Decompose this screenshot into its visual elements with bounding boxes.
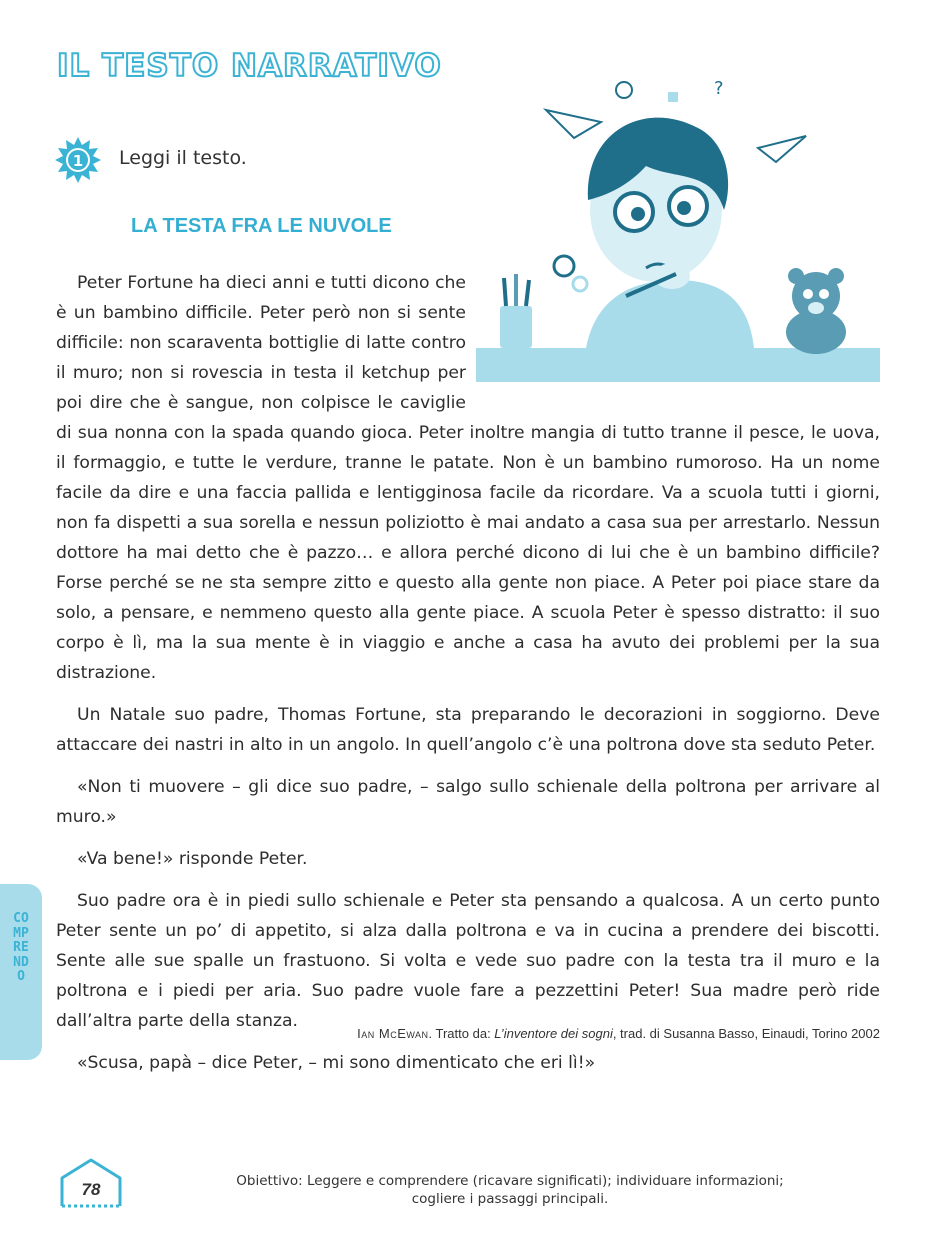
page-title: IL TESTO NARRATIVO xyxy=(57,48,442,84)
story-paragraph: Suo padre ora è in piedi sullo schienale e Peter sta pensando a qualcosa. A un certo punto Peter sente un po’ di appetito, si alza dalla poltrona e va in cucina a prendere dei biscotti. Sente alle sue spalle un frastuono. Si volta e vede suo padre con la testa tra il muro e la poltrona e i piedi per aria. Suo padre vuole fare a pezzettini Peter! Sua madre però ride dall’altra parte della stanza. xyxy=(56,891,880,1031)
learning-objective xyxy=(180,1172,840,1208)
story-title: LA TESTA FRA LE NUVOLE xyxy=(131,215,392,237)
story-text xyxy=(56,268,880,1090)
source-author: Ian McEwan xyxy=(357,1026,429,1041)
source-details: , trad. di Susanna Basso, Einaudi, Torino 2002 xyxy=(612,1026,880,1041)
paper-plane-icon-2 xyxy=(758,136,806,162)
exercise-instruction: Leggi il testo. xyxy=(119,147,247,169)
light-bulb-icon xyxy=(616,82,632,98)
question-mark-icon: ? xyxy=(714,78,724,99)
objective-line-1: Obiettivo: Leggere e comprendere (ricavare significati); individuare informazioni; xyxy=(236,1173,784,1189)
section-side-tab-label: COMPRENDO xyxy=(13,911,29,984)
source-prefix: . Tratto da: xyxy=(428,1026,495,1041)
story-paragraph: Un Natale suo padre, Thomas Fortune, sta preparando le decorazioni in soggiorno. Deve attaccare dei nastri in alto in un angolo. In quell’angolo c’è una poltrona dove sta seduto Peter. xyxy=(56,705,880,755)
story-paragraph: Peter Fortune ha dieci anni e tutti dicono che è un bambino difficile. Peter però non si sente difficile: non scaraventa bottiglie di latte contro il muro; non si rovescia in testa il ketchup per poi dire che è sangue, non colpisce le caviglie di sua nonna con la spada quando gioca. Peter inoltre mangia di tutto tranne il pesce, le uova, il formaggio, e tutte le verdure, tranne le patate. Non è un bambino rumoroso. Ha un nome facile da dire e una faccia pallida e lentigginosa facile da ricordare. Va a scuola tutti i giorni, non fa dispetti a sua sorella e nessun poliziotto è mai andato a casa sua per arrestarlo. Nessun dottore ha mai detto che è pazzo… e allora perché dicono di lui che è un bambino difficile? Forse perché se ne sta sempre zitto e questo alla gente non piace. A Peter poi piace stare da solo, a pensare, e nemmeno questo alla gente piace. A scuola Peter è spesso distratto: il suo corpo è lì, ma la sua mente è in viaggio e anche a casa ha avuto dei problemi per la sua distrazione. xyxy=(56,273,880,683)
page-number: 78 xyxy=(81,1180,101,1199)
puzzle-icon xyxy=(668,92,678,102)
exercise-number-badge xyxy=(55,137,101,183)
objective-line-2: cogliere i passaggi principali. xyxy=(411,1191,609,1207)
story-paragraph: «Va bene!» risponde Peter. xyxy=(77,849,308,869)
illustration-spacer xyxy=(466,268,880,416)
paper-plane-icon xyxy=(546,110,601,138)
story-paragraph: «Non ti muovere – gli dice suo padre, – salgo sullo schienale della poltrona per arrivare al muro.» xyxy=(56,777,880,827)
source-book-title: L’inventore dei sogni xyxy=(494,1026,613,1041)
exercise-number: 1 xyxy=(72,152,84,170)
source-citation xyxy=(357,1026,880,1041)
story-paragraph: «Scusa, papà – dice Peter, – mi sono dimenticato che eri lì!» xyxy=(77,1053,596,1073)
